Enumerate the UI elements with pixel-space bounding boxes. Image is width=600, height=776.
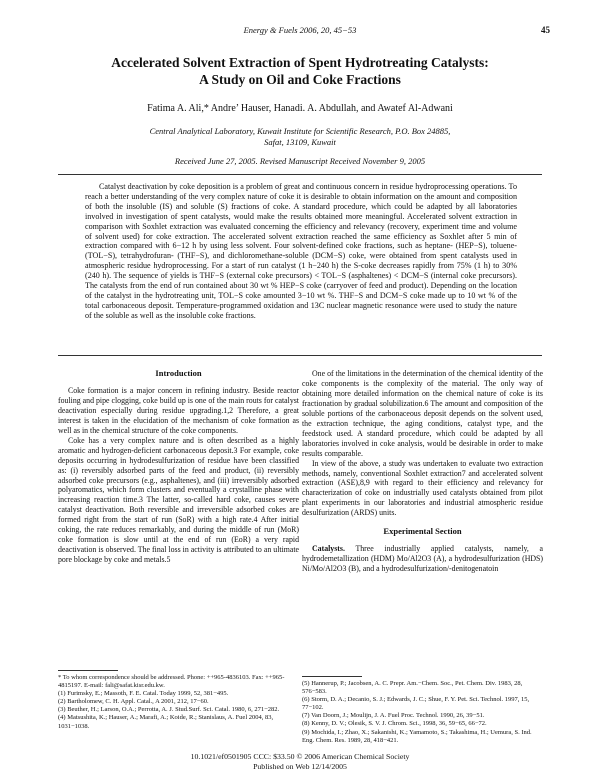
footnote: (2) Bartholomew, C. H. Appl. Catal., A 2001, 212, 17−60. <box>58 698 209 706</box>
footnote-rule <box>302 676 362 677</box>
right-column <box>302 369 543 574</box>
page-number: 45 <box>541 25 550 35</box>
abstract-bottom-rule <box>58 355 542 356</box>
footnote: (5) Hannerup, P.; Jacobsen, A. C. Prepr. Am.−Chem. Soc., Pet. Chem. Div. 1983, 28, 576−583. <box>302 680 523 696</box>
footnote-rule <box>58 670 118 671</box>
journal-header: Energy & Fuels 2006, 20, 45−53 <box>243 25 357 35</box>
introduction-heading: Introduction <box>155 368 202 378</box>
body-paragraph: Coke has a very complex nature and is often described as a highly aromatic and hydrogen-deficient carbonaceous deposit.3 For example, coke deposits occurring in hydrodesulfurization of residue have been classified as: (i) reversibly adsorbed parts of the feed and product, (ii) reversibly adsorbed coke precursors (e.g., asphaltenes), and (iii) irreversibly adsorbed polyaromatics, which form clusters and eventually a crystalline phase with increasing reaction time.3 The latter, so-called hard coke, causes severe catalyst deactivation. Both reversible and irreversible adsorbed cokes are formed right from the start of run (SoR) with a high rate.4 After initial coking, the rate reduces remarkably, and during the middle of run (MoR) coke formation is slow until at the end of run (EoR) a very rapid deactivation is observed. The final loss in activity is attributed to an ultimate pore blockage by coke and metals.5 <box>58 435 299 565</box>
catalysts-text: Three industrially applied catalysts, namely, a hydrodemetallization (HDM) Mo/Al2O3 (A), a hydrodesulfurization (HDS) Ni/Mo/Al2O3 (B), and a hydrodesulfurization/-denitogenatoin <box>302 544 543 574</box>
affiliation <box>90 126 510 148</box>
left-column <box>58 369 299 565</box>
title-line-1: Accelerated Solvent Extraction of Spent Hydrotreating Catalysts: <box>111 55 489 70</box>
catalysts-runin-heading: Catalysts. <box>312 544 345 554</box>
experimental-heading: Experimental Section <box>383 526 462 537</box>
body-paragraph: In view of the above, a study was undertaken to evaluate two extraction methods, namely, conventional Soxhlet extraction7 and accelerated solvent extraction (ASE),8,9 with regard to their efficiency and relevancy for characterization of coke on industrially used catalysts obtained from pilot plant experiments in our laboratories and industrial atmospheric residue desulfurization (ARDS) units. <box>302 458 543 518</box>
footnote: (3) Beuther, H.; Larson, O.A.; Perrotta, A. J. Stud.Surf. Sci. Catal. 1980, 6, 271−282. <box>58 706 280 714</box>
page-footer <box>0 752 600 771</box>
right-footnotes <box>302 676 543 745</box>
affiliation-line-2: Safat, 13109, Kuwait <box>264 137 336 147</box>
publication-date: Published on Web 12/14/2005 <box>253 761 347 771</box>
footnote: (6) Storm, D. A.; Decanio, S. J.; Edwards, J. C.; Shue, F. Y. Pet. Sci. Technol. 1997, 15, 77−102. <box>302 696 530 712</box>
author-list: Fatima A. Ali,* Andre’ Hauser, Hanadi. A. Abdullah, and Awatef Al-Adwani <box>147 103 453 114</box>
footnote: (8) Kenny, D. V.; Olesik, S. V. J. Chrom. Sci., 1998, 36, 59−65, 66−72. <box>302 720 487 728</box>
catalysts-paragraph <box>302 544 543 574</box>
body-paragraph: One of the limitations in the determination of the chemical identity of the coke components is the complexity of the material. The only way of obtaining more detailed information on the chemical nature of coke is its fractionation by gradual solubilization.6 The amount and composition of the soluble portions of the carbonaceous deposit depends on the solvent used, the extraction technique, the aging conditions, catalyst type, and the feedstock used. A standard procedure, which could be adapted by all laboratories involved in coke analysis, would be desirable in order to make results comparable. <box>302 369 543 458</box>
title-line-2: A Study on Oil and Coke Fractions <box>199 72 401 87</box>
footnote: (7) Van Doorn, J.; Moulijn, J. A. Fuel Proc. Technol. 1990, 26, 39−51. <box>302 712 485 720</box>
footnote: (4) Matsushita, K.; Hauser, A.; Marafi, A.; Koide, R.; Stanislaus, A. Fuel 2004, 83, 1031−1038. <box>58 714 274 730</box>
doi-copyright: 10.1021/ef0501905 CCC: $33.50 © 2006 American Chemical Society <box>190 752 410 761</box>
body-paragraph: Coke formation is a major concern in refining industry. Beside reactor fouling and pipe clogging, coke build up is one of the main routs for catalyst deactivation especially during residue upgrading.1,2 Therefore, a great interest is taken in the elucidation of the mechanism of coke formation as well as in the chemical structure of the coke components. <box>58 385 299 435</box>
article-title <box>60 54 540 88</box>
left-footnotes <box>58 670 299 731</box>
abstract-top-rule <box>58 174 542 175</box>
affiliation-line-1: Central Analytical Laboratory, Kuwait Institute for Scientific Research, P.O. Box 24885, <box>149 126 451 136</box>
abstract-text: Catalyst deactivation by coke deposition is a problem of great and continuous concern in residue hydroprocessing operations. To reach a better understanding of the very complex nature of coke it is desirable to obtain information on the amount and composition of both the insoluble (IS) and soluble (S) fractions of coke. A standard procedure, which could be adapted by all laboratories involved in investigation of spent catalysts, would make the results obtained more meaningful. Accelerated solvent extraction in comparison with Soxhlet extraction was evaluated concerning the efficiency and relevancy (recovery, experiment time and volume of solvent used) for coke extraction. The accelerated solvent extraction reached the same efficiency as Soxhlet after 5 min of extraction compared with 6−12 h by using less solvent. Four solvent-defined coke fractions, such as heptane- (HEP−S), toluene- (TOL−S), tetrahydrofuran- (THF−S), and dichloromethane-soluble (DCM−S) coke, were obtained from spent catalysts used in atmospheric residue hydroprocessing. For a start of run catalyst (1 h−240 h) the S-coke decreases rapidly from 75% (1 h) to 30% (240 h). The sequence of yields is THF−S (external coke precursors) < TOL−S (asphaltenes) < DCM−S (internal coke precursors). The catalysts from the end of run contained about 30 wt % HEP−S coke (carryover of feed and product). Depending on the location of the catalyst in the hydrotreating unit, TOL−S coke amounted 3−10 wt %. THF−S and DCM−S coke made up to 10 wt % of the total carbonaceous deposit. Temperature-programmed oxidation and 13C nuclear magnetic resonance were used to study the nature of the soluble as well as the insoluble coke fractions. <box>85 182 517 320</box>
footnote: * To whom correspondence should be addressed. Phone: ++965-4836103. Fax: ++965-4815197. E-mail: fali@safat.kisr.edu.kw. <box>58 674 285 690</box>
footnote: (9) Mochida, I.; Zhao, X.; Sakanishi, K.; Yamamoto, S.; Takashima, H.; Uemura, S. Ind. Eng. Chem. Res. 1989, 28, 418−421. <box>302 728 532 744</box>
footnote: (1) Furimsky, E.; Massoth, F. E. Catal. Today 1999, 52, 381−495. <box>58 690 229 698</box>
received-dates: Received June 27, 2005. Revised Manuscript Received November 9, 2005 <box>174 156 426 166</box>
